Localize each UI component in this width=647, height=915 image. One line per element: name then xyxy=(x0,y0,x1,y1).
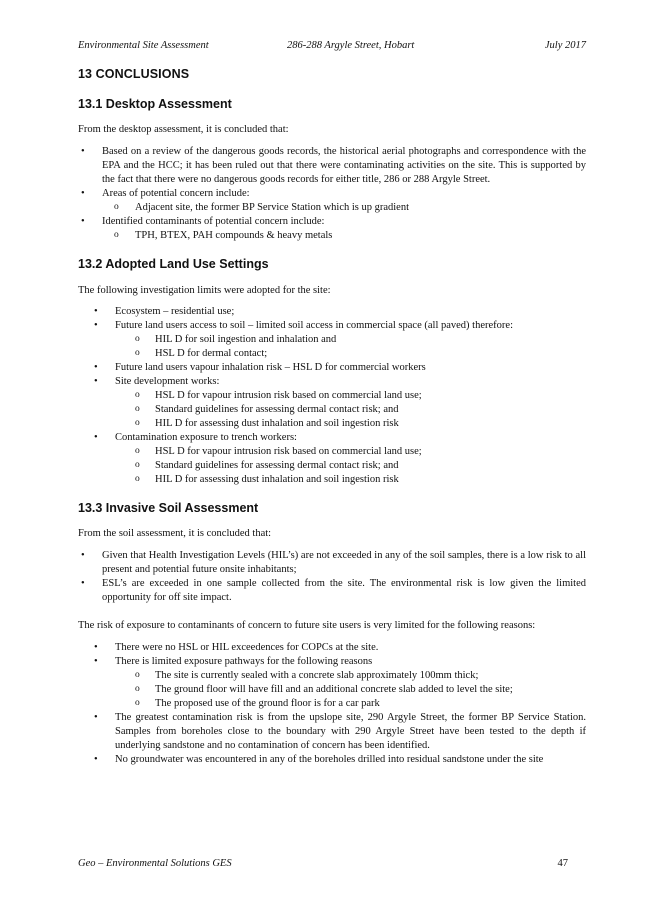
sub-list xyxy=(78,229,586,243)
land-use-section xyxy=(78,256,586,487)
list-item: • There were no HSL or HIL exceedences for COPCs at the site. xyxy=(78,641,586,655)
sub-list-item: o Standard guidelines for assessing dermal contact risk; and xyxy=(115,459,586,473)
list-item: • Future land users vapour inhalation risk – HSL D for commercial workers xyxy=(78,361,586,375)
sub-list-item: o HIL D for soil ingestion and inhalation and xyxy=(115,333,586,347)
list-item: • There is limited exposure pathways for the following reasons o The site is currently sealed with a concrete slab approximately 100mm thick; o The ground floor will have fill and an additional concrete slab added to level the site; o The proposed use of the ground floor is for a car park xyxy=(78,655,586,711)
header-date: July 2017 xyxy=(544,40,586,51)
soil-bullet-list xyxy=(78,549,586,605)
page-footer xyxy=(78,857,568,871)
sub-list-item: o The proposed use of the ground floor is for a car park xyxy=(115,697,586,711)
list-item: • No groundwater was encountered in any of the boreholes drilled into residual sandstone under the site xyxy=(78,753,586,767)
risk-intro: The risk of exposure to contaminants of concern to future site users is very limited for the following reasons: xyxy=(78,620,536,632)
sub-list-item: o HIL D for assessing dust inhalation and soil ingestion risk xyxy=(115,473,586,487)
desktop-bullet-list xyxy=(78,145,586,243)
header-address: 286-288 Argyle Street, Hobart xyxy=(287,40,415,51)
list-item: • Ecosystem – residential use; xyxy=(78,305,586,319)
land-use-bullet-list xyxy=(78,305,586,486)
list-item: • Site development works: o HSL D for vapour intrusion risk based on commercial land use; o Standard guidelines for assessing dermal contact risk; and o HIL D for assessing dust inhalation and soil ingestion risk xyxy=(78,375,586,431)
sub-list xyxy=(115,669,586,711)
page-content xyxy=(78,66,586,767)
sub-list-item: o Standard guidelines for assessing dermal contact risk; and xyxy=(115,403,586,417)
page-header xyxy=(78,39,586,53)
soil-intro: From the soil assessment, it is concluded that: xyxy=(78,528,272,540)
sub-list-item: o HSL D for dermal contact; xyxy=(115,347,586,361)
section-title: 13 CONCLUSIONS xyxy=(78,67,190,81)
desktop-assessment-section xyxy=(78,96,586,243)
sub-list xyxy=(115,333,586,361)
soil-assessment-section xyxy=(78,500,586,767)
sub-list xyxy=(115,445,586,487)
risk-reasons-list xyxy=(78,641,586,767)
list-item: • Based on a review of the dangerous goods records, the historical aerial photographs and correspondence with the EPA and the HCC; it has been ruled out that there were contaminating activities on the site. This is supported by the fact that there were no dangerous goods records for either title, 286 or 288 Argyle Street. xyxy=(78,145,586,187)
list-item: • Identified contaminants of potential concern include: o TPH, BTEX, PAH compounds & heavy metals xyxy=(78,215,586,243)
list-item: • Given that Health Investigation Levels (HIL’s) are not exceeded in any of the soil samples, there is a low risk to all present and potential future onsite inhabitants; xyxy=(78,549,586,577)
sub-list-item: o HIL D for assessing dust inhalation and soil ingestion risk xyxy=(115,417,586,431)
sub-list xyxy=(78,201,586,215)
sub-list-item: o HSL D for vapour intrusion risk based on commercial land use; xyxy=(115,445,586,459)
desktop-intro: From the desktop assessment, it is concluded that: xyxy=(78,124,289,136)
header-doc-title: Environmental Site Assessment xyxy=(78,40,209,51)
sub-list xyxy=(115,389,586,431)
sub-list-item: o Adjacent site, the former BP Service Station which is up gradient xyxy=(78,201,586,215)
list-item: • Future land users access to soil – limited soil access in commercial space (all paved) therefore: o HIL D for soil ingestion and inhalation and o HSL D for dermal contact; xyxy=(78,319,586,361)
list-item: • ESL’s are exceeded in one sample collected from the site. The environmental risk is low given the limited opportunity for off site impact. xyxy=(78,577,586,605)
footer-company: Geo – Environmental Solutions GES xyxy=(78,858,232,869)
list-item: • Contamination exposure to trench workers: o HSL D for vapour intrusion risk based on commercial land use; o Standard guidelines for assessing dermal contact risk; and o HIL D for assessing dust inhalation and soil ingestion risk xyxy=(78,431,586,487)
soil-heading: 13.3 Invasive Soil Assessment xyxy=(78,500,259,515)
sub-list-item: o The site is currently sealed with a concrete slab approximately 100mm thick; xyxy=(115,669,586,683)
list-item: • The greatest contamination risk is from the upslope site, 290 Argyle Street, the former BP Service Station. Samples from boreholes close to the boundary with 290 Argyle Street have been tested to the depth if underlying sandstone and no contamination of concern has been identified. xyxy=(78,711,586,753)
sub-list-item: o TPH, BTEX, PAH compounds & heavy metals xyxy=(78,229,586,243)
desktop-heading: 13.1 Desktop Assessment xyxy=(78,96,232,111)
list-item: • Areas of potential concern include: o Adjacent site, the former BP Service Station which is up gradient xyxy=(78,187,586,215)
sub-list-item: o HSL D for vapour intrusion risk based on commercial land use; xyxy=(115,389,586,403)
sub-list-item: o The ground floor will have fill and an additional concrete slab added to level the site; xyxy=(115,683,586,697)
page-number: 47 xyxy=(557,858,568,869)
land-use-intro: The following investigation limits were adopted for the site: xyxy=(78,284,331,296)
land-use-heading: 13.2 Adopted Land Use Settings xyxy=(78,256,269,271)
